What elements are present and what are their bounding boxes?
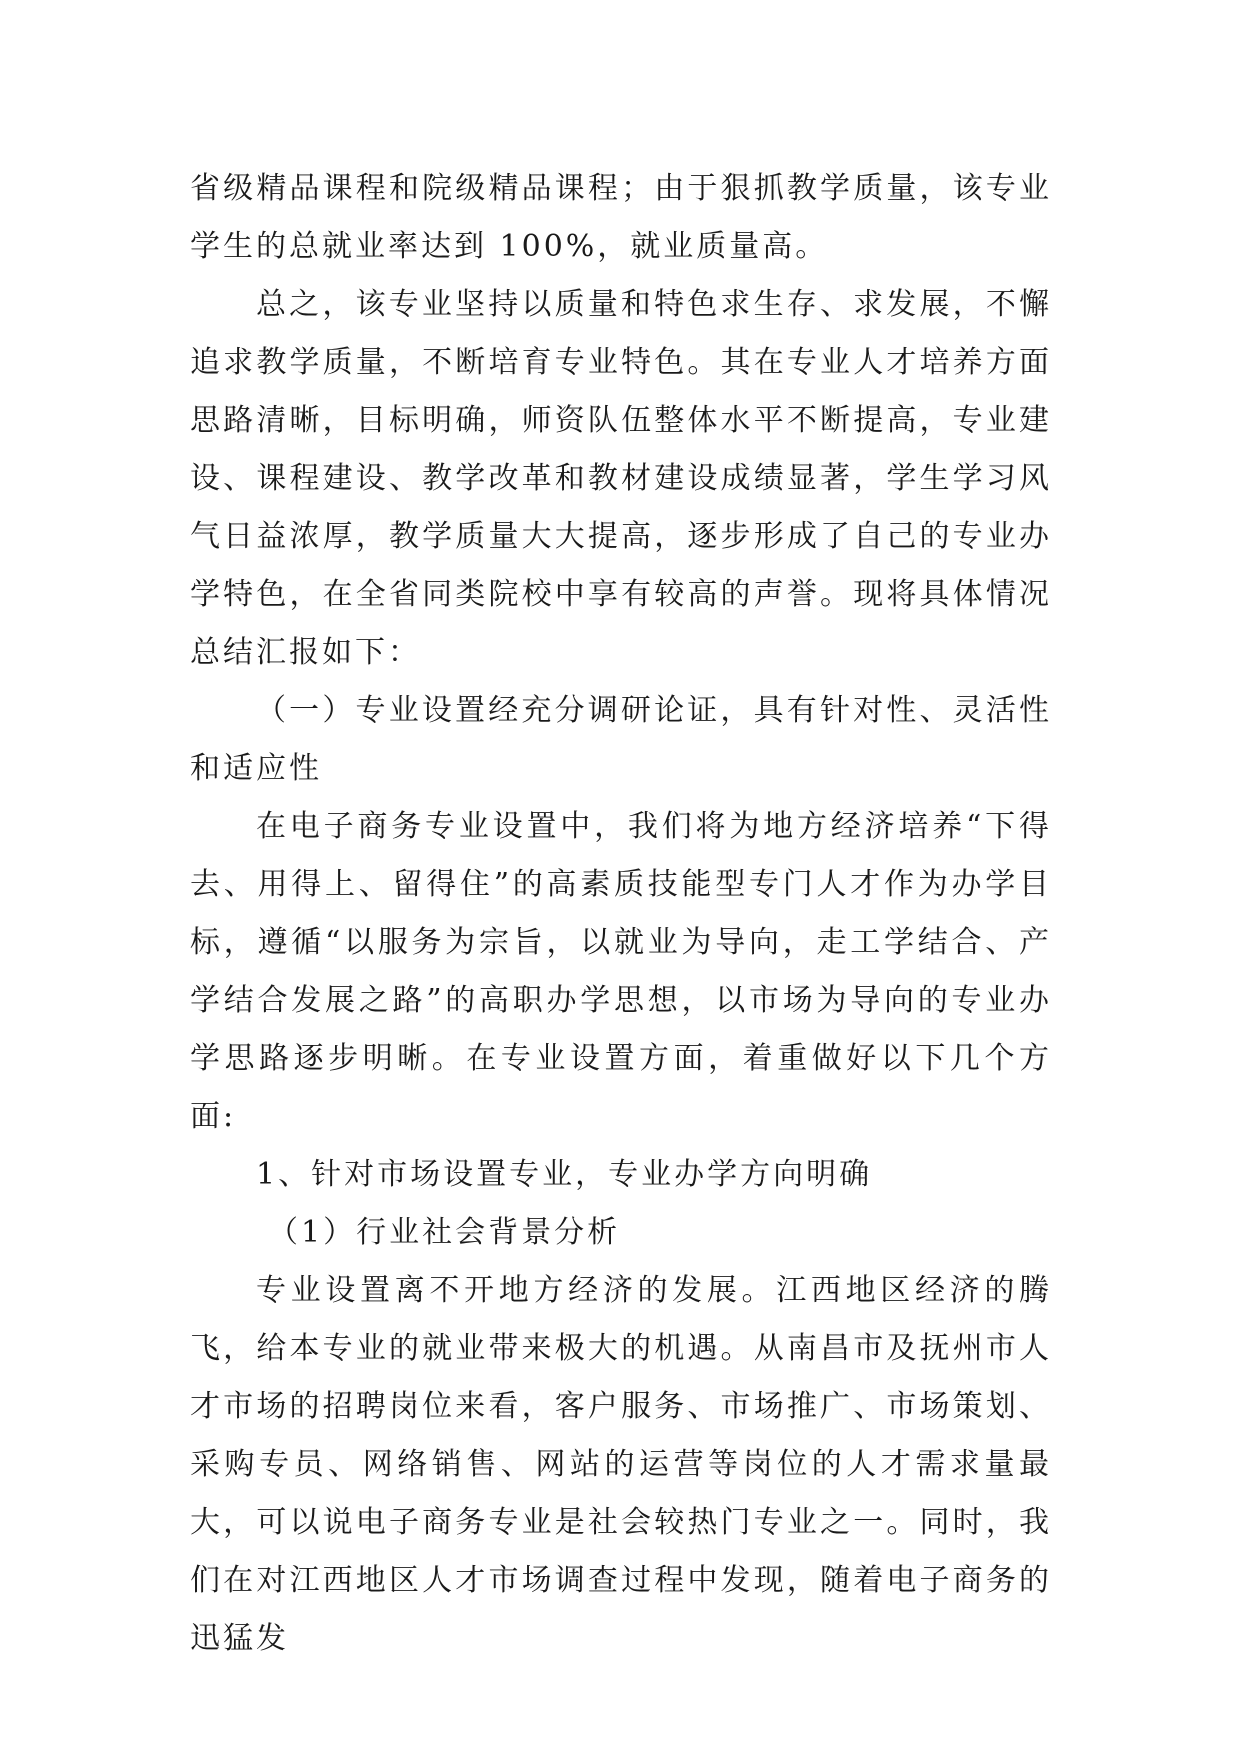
paragraph-professional-setting: 在电子商务专业设置中，我们将为地方经济培养“下得去、用得上、留得住”的高素质技能型专门人才作为办学目标，遵循“以服务为宗旨，以就业为导向，走工学结合、产学结合发展之路”的高职办学思想，以市场为导向的专业办学思路逐步明晰。在专业设置方面，着重做好以下几个方面: (190, 809, 1052, 1134)
list-item-1: 1、针对市场设置专业，专业办学方向明确 (256, 1157, 873, 1192)
paragraph-continuation: 省级精品课程和院级精品课程；由于狠抓教学质量，该专业学生的总就业率达到 100%，就业质量高。 (190, 171, 1052, 264)
paragraph-summary: 总之，该专业坚持以质量和特色求生存、求发展，不懈追求教学质量，不断培育专业特色。其在专业人才培养方面思路清晰，目标明确，师资队伍整体水平不断提高，专业建设、课程建设、教学改革和教材建设成绩显著，学生学习风气日益浓厚，教学质量大大提高，逐步形成了自己的专业办学特色，在全省同类院校中享有较高的声誉。现将具体情况总结汇报如下： (190, 287, 1052, 670)
document-body (190, 160, 1052, 1668)
sub-item-1: （1）行业社会背景分析 (268, 1215, 621, 1250)
section-heading-1: （一）专业设置经充分调研论证，具有针对性、灵活性和适应性 (190, 693, 1052, 786)
paragraph-industry-background: 专业设置离不开地方经济的发展。江西地区经济的腾飞，给本专业的就业带来极大的机遇。从南昌市及抚州市人才市场的招聘岗位来看，客户服务、市场推广、市场策划、采购专员、网络销售、网站的运营等岗位的人才需求量最大，可以说电子商务专业是社会较热门专业之一。同时，我们在对江西地区人才市场调查过程中发现，随着电子商务的迅猛发 (190, 1273, 1052, 1656)
